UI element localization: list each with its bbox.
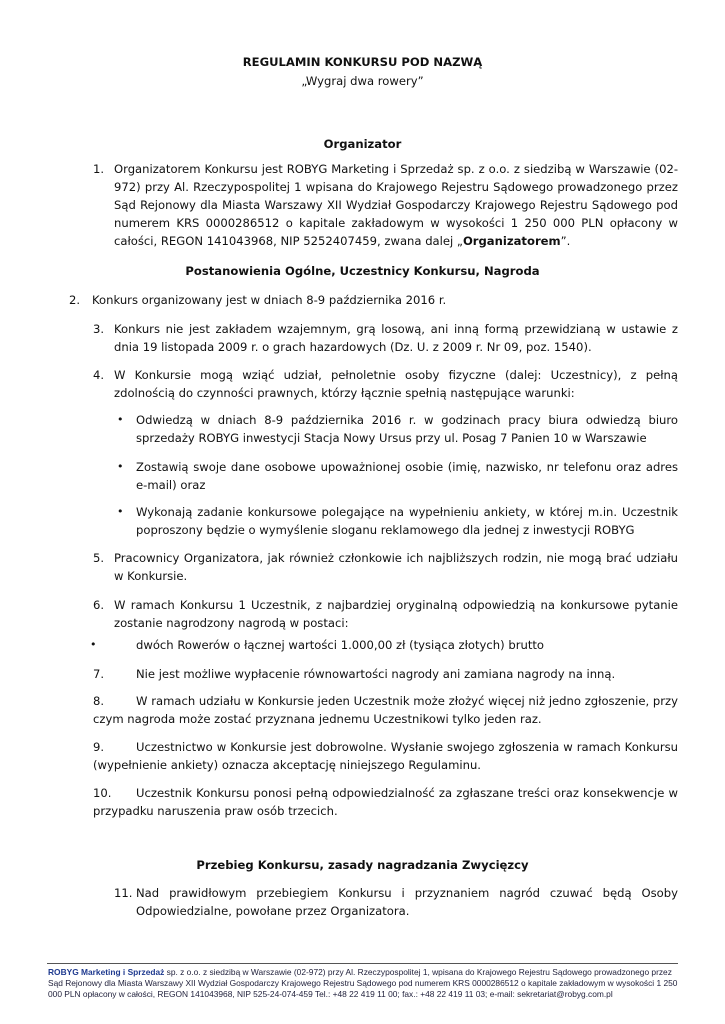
item-number: 3. [93, 322, 105, 336]
item-number: 10. [93, 786, 112, 800]
item-text [93, 784, 678, 820]
footer-divider [47, 963, 678, 964]
item-text: Nie jest możliwe wypłacenie równowartości nagrody ani zamiana nagrody na inną. [136, 667, 616, 681]
item-text: W ramach Konkursu 1 Uczestnik, z najbardziej oryginalną odpowiedzią na konkursowe pytanie zostanie nagrodzony nagrodą w postaci: [114, 598, 678, 630]
item-text: Nad prawidłowym przebiegiem Konkursu i przyznaniem nagród czuwać będą Osoby Odpowiedzialne, powołane przez Organizatora. [136, 886, 678, 918]
item-text-body: Uczestnictwo w Konkursie jest dobrowolne. Wysłanie swojego zgłoszenia w ramach Konkursu (wypełnienie ankiety) oznacza akceptację niniejszego Regulaminu. [93, 740, 678, 772]
document-subtitle: „Wygraj dwa rowery” [301, 74, 424, 88]
item-text-organizer-bold: Organizatorem [462, 234, 561, 248]
item-number: 2. [69, 293, 81, 307]
item-text-body: Uczestnik Konkursu ponosi pełną odpowiedzialność za zgłaszane treści oraz konsekwencje w przypadku naruszenia praw osób trzecich. [93, 786, 678, 818]
bullet-icon: • [117, 413, 124, 426]
document-title: REGULAMIN KONKURSU POD NAZWĄ [242, 55, 483, 69]
item-text: Konkurs organizowany jest w dniach 8-9 października 2016 r. [92, 293, 447, 307]
section-heading-organizer: Organizator [323, 137, 402, 151]
item-number: 11. [114, 886, 133, 900]
item-number: 6. [93, 598, 105, 612]
item-number: 9. [93, 740, 105, 754]
item-text: Konkurs nie jest zakładem wzajemnym, grą losową, ani inną formą przewidzianą w ustawie z dnia 19 listopada 2009 r. o grach hazardowych (Dz. U. z 2009 r. Nr 09, poz. 1540). [114, 322, 678, 354]
item-number: 7. [93, 667, 105, 681]
item-text [93, 692, 678, 728]
footer-company-name: ROBYG Marketing i Sprzedaż [48, 967, 165, 977]
bullet-text: dwóch Rowerów o łącznej wartości 1.000,00 zł (tysiąca złotych) brutto [136, 638, 545, 652]
item-text-organizer-end: ”. [560, 234, 571, 248]
bullet-text: Odwiedzą w dniach 8-9 października 2016 r. w godzinach pracy biura odwiedzą biuro sprzedaży ROBYG inwestycji Stacja Nowy Ursus przy ul. Posag 7 Panien 10 w Warszawie [136, 413, 678, 445]
item-number: 5. [93, 551, 105, 565]
item-number: 1. [93, 162, 105, 176]
bullet-text: Wykonają zadanie konkursowe polegające na wypełnieniu ankiety, w której m.in. Uczestnik poproszony będzie o wymyślenie sloganu reklamowego dla jednej z inwestycji ROBYG [136, 505, 678, 537]
bullet-text: Zostawią swoje dane osobowe upoważnionej osobie (imię, nazwisko, nr telefonu oraz adres e-mail) oraz [136, 460, 678, 492]
item-text-organizer-body: Organizatorem Konkursu jest ROBYG Marketing i Sprzedaż sp. z o.o. z siedzibą w Warszawie (02-972) przy Al. Rzeczypospolitej 1 wpisana do Krajowego Rejestru Sądowego prowadzonego przez Sąd Rejonowy dla Miasta Warszawy XII Wydział Gospodarczy Krajowego Rejestru Sądowego pod numerem KRS 0000286512 o kapitale zakładowym w wysokości 1 250 000 PLN opłacony w całości, REGON 141043968, NIP 5252407459, zwana dalej „ [114, 162, 678, 248]
item-text-organizer [114, 160, 678, 250]
item-text [93, 738, 678, 774]
bullet-icon: • [90, 638, 97, 651]
bullet-icon: • [117, 460, 124, 473]
item-number: 4. [93, 368, 105, 382]
page-footer [48, 967, 678, 1000]
item-text: W Konkursie mogą wziąć udział, pełnoletnie osoby fizyczne (dalej: Uczestnicy), z pełną zdolnością do czynności prawnych, którzy łącznie spełnią następujące warunki: [114, 368, 678, 400]
bullet-icon: • [117, 505, 124, 518]
item-text: Pracownicy Organizatora, jak również członkowie ich najbliższych rodzin, nie mogą brać udziału w Konkursie. [114, 551, 678, 583]
section-heading-process: Przebieg Konkursu, zasady nagradzania Zwycięzcy [196, 858, 529, 872]
footer-company-details: sp. z o.o. z siedzibą w Warszawie (02-972) przy Al. Rzeczypospolitej 1, wpisana do Krajowego Rejestru Sądowego prowadzonego przez Sąd Rejonowy dla Miasta Warszawy XII Wydział Gospodarczy Krajowego Rejestru Sądowego pod numerem KRS 0000286512 o kapitale zakładowym w wysokości 1 250 000 PLN opłacony w całości, REGON 141043968, NIP 525-24-074-459 Tel.: +48 22 419 11 00; fax.: +48 22 419 11 03; e-mail: sekretariat@robyg.com.pl [48, 967, 678, 999]
section-heading-general: Postanowienia Ogólne, Uczestnicy Konkursu, Nagroda [185, 264, 540, 278]
item-number: 8. [93, 694, 105, 708]
item-text-body: W ramach udziału w Konkursie jeden Uczestnik może złożyć więcej niż jedno zgłoszenie, przy czym nagroda może zostać przyznana jednemu Uczestnikowi tylko jeden raz. [93, 694, 678, 726]
